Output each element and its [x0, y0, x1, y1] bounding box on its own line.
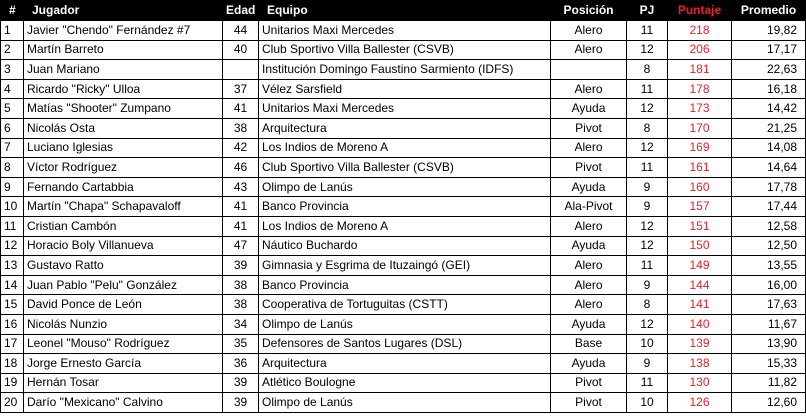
cell-position: Alero: [551, 275, 627, 295]
cell-num: 16: [1, 314, 24, 334]
cell-age: 38: [223, 275, 259, 295]
cell-num: 11: [1, 216, 24, 236]
cell-points: 151: [668, 216, 732, 236]
cell-games: 10: [627, 393, 668, 413]
cell-player: Nicolás Nunzio: [24, 314, 223, 334]
header-position: Posición: [551, 1, 627, 21]
cell-team: Olimpo de Lanús: [259, 393, 551, 413]
cell-age: 44: [223, 21, 259, 41]
cell-points: 126: [668, 393, 732, 413]
cell-games: 9: [627, 275, 668, 295]
table-row: [1, 295, 806, 315]
cell-average: 11,82: [732, 373, 806, 393]
cell-games: 8: [627, 295, 668, 315]
cell-player: Javier "Chendo" Fernández #7: [24, 21, 223, 41]
cell-age: 39: [223, 256, 259, 276]
cell-num: 6: [1, 118, 24, 138]
table-row: [1, 334, 806, 354]
cell-games: 12: [627, 138, 668, 158]
cell-position: Ayuda: [551, 314, 627, 334]
cell-num: 2: [1, 40, 24, 60]
header-player: Jugador: [24, 1, 223, 21]
cell-team: Unitarios Maxi Mercedes: [259, 99, 551, 119]
cell-average: 15,33: [732, 354, 806, 374]
cell-games: 12: [627, 216, 668, 236]
cell-games: 12: [627, 99, 668, 119]
cell-age: [223, 60, 259, 80]
cell-player: Hernán Tosar: [24, 373, 223, 393]
table-row: [1, 275, 806, 295]
cell-team: Club Sportivo Villa Ballester (CSVB): [259, 40, 551, 60]
cell-position: Alero: [551, 21, 627, 41]
cell-games: 11: [627, 158, 668, 178]
cell-team: Gimnasia y Esgrima de Ituzaingó (GEI): [259, 256, 551, 276]
cell-average: 14,08: [732, 138, 806, 158]
cell-average: 14,64: [732, 158, 806, 178]
cell-num: 10: [1, 197, 24, 217]
cell-num: 15: [1, 295, 24, 315]
cell-average: 19,82: [732, 21, 806, 41]
cell-games: 12: [627, 40, 668, 60]
cell-player: Jorge Ernesto García: [24, 354, 223, 374]
cell-num: 7: [1, 138, 24, 158]
cell-age: 42: [223, 138, 259, 158]
cell-age: 47: [223, 236, 259, 256]
table-row: [1, 256, 806, 276]
header-team: Equipo: [259, 1, 551, 21]
cell-points: 160: [668, 177, 732, 197]
cell-position: Ala-Pivot: [551, 197, 627, 217]
cell-player: Leonel "Mouso" Rodríguez: [24, 334, 223, 354]
cell-player: Nicolás Osta: [24, 118, 223, 138]
cell-age: 41: [223, 216, 259, 236]
cell-average: 11,67: [732, 314, 806, 334]
cell-average: 17,78: [732, 177, 806, 197]
cell-position: Ayuda: [551, 177, 627, 197]
table-row: [1, 118, 806, 138]
cell-games: 9: [627, 197, 668, 217]
cell-points: 169: [668, 138, 732, 158]
cell-average: 22,63: [732, 60, 806, 80]
cell-points: 161: [668, 158, 732, 178]
cell-num: 14: [1, 275, 24, 295]
cell-num: 3: [1, 60, 24, 80]
table-row: [1, 21, 806, 41]
cell-average: 13,90: [732, 334, 806, 354]
table-row: [1, 354, 806, 374]
cell-age: 35: [223, 334, 259, 354]
cell-team: Los Indios de Moreno A: [259, 216, 551, 236]
cell-player: Juan Mariano: [24, 60, 223, 80]
cell-num: 13: [1, 256, 24, 276]
cell-player: Ricardo "Ricky" Ulloa: [24, 79, 223, 99]
cell-age: 36: [223, 354, 259, 374]
cell-points: 157: [668, 197, 732, 217]
cell-points: 181: [668, 60, 732, 80]
cell-points: 170: [668, 118, 732, 138]
cell-team: Atlético Boulogne: [259, 373, 551, 393]
cell-average: 17,17: [732, 40, 806, 60]
cell-points: 144: [668, 275, 732, 295]
cell-position: Ayuda: [551, 99, 627, 119]
cell-position: Alero: [551, 256, 627, 276]
cell-player: Matías "Shooter" Zumpano: [24, 99, 223, 119]
cell-points: 149: [668, 256, 732, 276]
cell-team: Vélez Sarsfield: [259, 79, 551, 99]
cell-age: 37: [223, 79, 259, 99]
cell-points: 178: [668, 79, 732, 99]
cell-player: Juan Pablo "Pelu" González: [24, 275, 223, 295]
cell-games: 8: [627, 60, 668, 80]
cell-team: Arquitectura: [259, 354, 551, 374]
cell-position: Alero: [551, 79, 627, 99]
cell-age: 41: [223, 99, 259, 119]
cell-age: 39: [223, 373, 259, 393]
cell-num: 17: [1, 334, 24, 354]
cell-points: 140: [668, 314, 732, 334]
table-row: [1, 158, 806, 178]
cell-games: 11: [627, 79, 668, 99]
cell-games: 11: [627, 373, 668, 393]
cell-position: Ayuda: [551, 236, 627, 256]
cell-num: 1: [1, 21, 24, 41]
cell-player: Horacio Boly Villanueva: [24, 236, 223, 256]
cell-points: 130: [668, 373, 732, 393]
cell-points: 218: [668, 21, 732, 41]
cell-age: 43: [223, 177, 259, 197]
table-row: [1, 197, 806, 217]
cell-games: 11: [627, 21, 668, 41]
header-row: [1, 1, 806, 21]
cell-age: 39: [223, 393, 259, 413]
table-body: [1, 21, 806, 413]
cell-age: 41: [223, 197, 259, 217]
cell-age: 38: [223, 118, 259, 138]
cell-player: Martín Barreto: [24, 40, 223, 60]
header-points: Puntaje: [668, 1, 732, 21]
cell-average: 13,55: [732, 256, 806, 276]
cell-num: 9: [1, 177, 24, 197]
cell-num: 12: [1, 236, 24, 256]
header-average: Promedio: [732, 1, 806, 21]
cell-player: David Ponce de León: [24, 295, 223, 315]
cell-team: Los Indios de Moreno A: [259, 138, 551, 158]
cell-team: Unitarios Maxi Mercedes: [259, 21, 551, 41]
cell-position: Pivot: [551, 373, 627, 393]
cell-num: 4: [1, 79, 24, 99]
cell-points: 141: [668, 295, 732, 315]
cell-position: Pivot: [551, 393, 627, 413]
cell-position: [551, 60, 627, 80]
cell-position: Ayuda: [551, 354, 627, 374]
cell-games: 9: [627, 177, 668, 197]
cell-points: 138: [668, 354, 732, 374]
cell-average: 17,44: [732, 197, 806, 217]
cell-num: 19: [1, 373, 24, 393]
cell-games: 12: [627, 236, 668, 256]
cell-average: 17,63: [732, 295, 806, 315]
cell-position: Pivot: [551, 158, 627, 178]
cell-average: 14,42: [732, 99, 806, 119]
cell-player: Luciano Iglesias: [24, 138, 223, 158]
header-games: PJ: [627, 1, 668, 21]
cell-player: Gustavo Ratto: [24, 256, 223, 276]
cell-team: Cooperativa de Tortuguitas (CSTT): [259, 295, 551, 315]
cell-team: Club Sportivo Villa Ballester (CSVB): [259, 158, 551, 178]
cell-age: 46: [223, 158, 259, 178]
cell-points: 206: [668, 40, 732, 60]
cell-average: 12,58: [732, 216, 806, 236]
cell-player: Cristian Cambón: [24, 216, 223, 236]
table-row: [1, 60, 806, 80]
table-row: [1, 393, 806, 413]
cell-age: 40: [223, 40, 259, 60]
cell-team: Banco Provincia: [259, 275, 551, 295]
cell-points: 173: [668, 99, 732, 119]
cell-position: Base: [551, 334, 627, 354]
cell-team: Defensores de Santos Lugares (DSL): [259, 334, 551, 354]
cell-num: 5: [1, 99, 24, 119]
cell-points: 139: [668, 334, 732, 354]
table-row: [1, 373, 806, 393]
header-num: #: [1, 1, 24, 21]
cell-age: 34: [223, 314, 259, 334]
cell-player: Víctor Rodríguez: [24, 158, 223, 178]
cell-num: 20: [1, 393, 24, 413]
table-row: [1, 40, 806, 60]
cell-position: Alero: [551, 295, 627, 315]
cell-player: Martín "Chapa" Schapavaloff: [24, 197, 223, 217]
cell-player: Darío "Mexicano" Calvino: [24, 393, 223, 413]
cell-player: Fernando Cartabbia: [24, 177, 223, 197]
table-row: [1, 236, 806, 256]
cell-average: 16,00: [732, 275, 806, 295]
cell-average: 16,18: [732, 79, 806, 99]
table-row: [1, 314, 806, 334]
table-row: [1, 79, 806, 99]
cell-team: Banco Provincia: [259, 197, 551, 217]
cell-position: Pivot: [551, 118, 627, 138]
table-row: [1, 177, 806, 197]
table-row: [1, 138, 806, 158]
table-row: [1, 99, 806, 119]
cell-games: 12: [627, 314, 668, 334]
cell-team: Náutico Buchardo: [259, 236, 551, 256]
cell-games: 10: [627, 334, 668, 354]
cell-games: 11: [627, 256, 668, 276]
cell-team: Olimpo de Lanús: [259, 177, 551, 197]
cell-position: Alero: [551, 138, 627, 158]
cell-average: 12,60: [732, 393, 806, 413]
cell-games: 9: [627, 354, 668, 374]
cell-points: 150: [668, 236, 732, 256]
cell-team: Institución Domingo Faustino Sarmiento (IDFS): [259, 60, 551, 80]
cell-num: 8: [1, 158, 24, 178]
cell-age: 38: [223, 295, 259, 315]
cell-average: 12,50: [732, 236, 806, 256]
cell-games: 8: [627, 118, 668, 138]
cell-team: Olimpo de Lanús: [259, 314, 551, 334]
cell-position: Alero: [551, 40, 627, 60]
cell-num: 18: [1, 354, 24, 374]
table-row: [1, 216, 806, 236]
header-age: Edad: [223, 1, 259, 21]
cell-position: Alero: [551, 216, 627, 236]
cell-team: Arquitectura: [259, 118, 551, 138]
cell-average: 21,25: [732, 118, 806, 138]
